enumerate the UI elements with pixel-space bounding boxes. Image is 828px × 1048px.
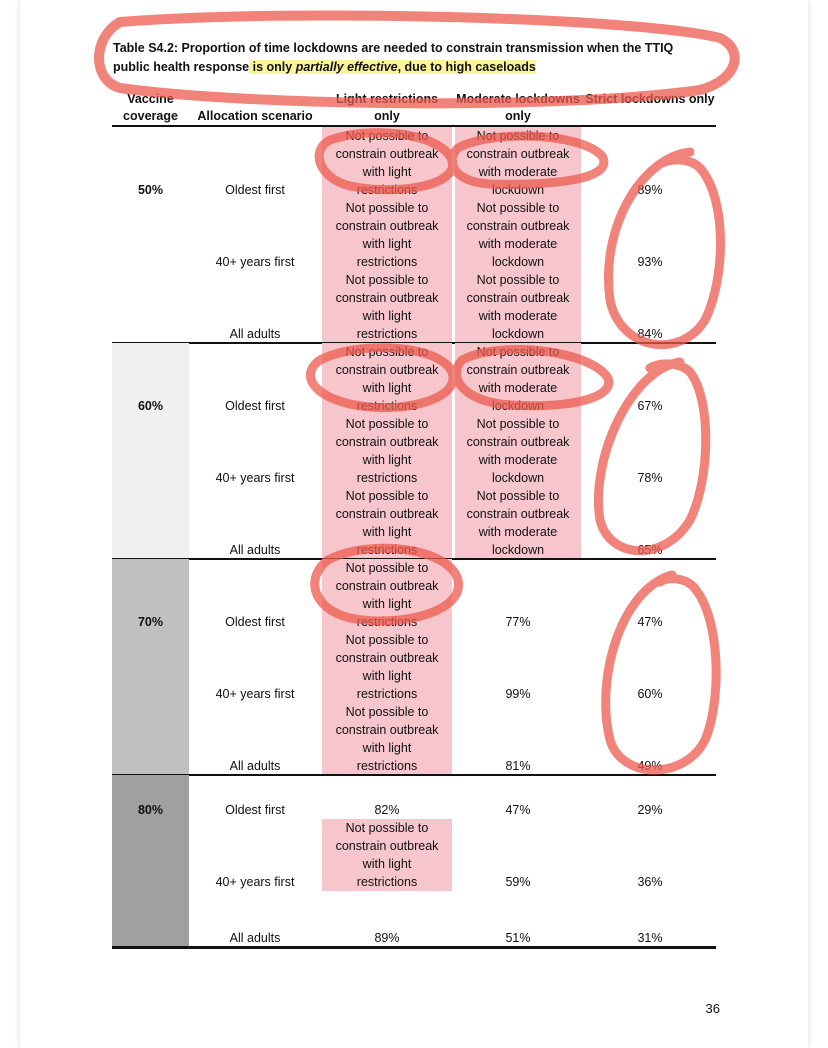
table-rule: [112, 774, 716, 776]
not-possible-text: Not possible to constrain outbreak with light restrictions: [335, 201, 439, 269]
moderate-value: 59%: [505, 875, 531, 889]
moderate-value: 51%: [505, 931, 531, 945]
header-vaccine-coverage: Vaccine coverage: [123, 92, 178, 123]
allocation-label: 40+ years first: [215, 471, 295, 485]
title-part-4: , due to high caseloads: [397, 60, 536, 74]
not-possible-text: Not possible to constrain outbreak with light restrictions: [335, 489, 439, 557]
title-part-3: partially effective: [295, 60, 398, 74]
not-possible-text: Not possible to constrain outbreak with moderate lockdown: [466, 489, 570, 557]
header-strict: Strict lockdowns only: [585, 92, 715, 106]
not-possible-text: Not possible to constrain outbreak with moderate lockdown: [466, 273, 570, 341]
strict-value: 36%: [637, 875, 663, 889]
title-part-2: is only: [249, 60, 296, 74]
not-possible-text: Not possible to constrain outbreak with moderate lockdown: [466, 345, 570, 413]
strict-value: 67%: [637, 399, 663, 413]
not-possible-text: Not possible to constrain outbreak with moderate lockdown: [466, 129, 570, 197]
moderate-value: 47%: [505, 803, 531, 817]
moderate-value: 77%: [505, 615, 531, 629]
not-possible-text: Not possible to constrain outbreak with light restrictions: [335, 345, 439, 413]
allocation-label: Oldest first: [225, 183, 285, 197]
allocation-label: 40+ years first: [215, 255, 295, 269]
coverage-band: [112, 127, 189, 342]
coverage-band: [112, 559, 189, 774]
table-rule: [112, 946, 716, 949]
title-part-1: Table S4.2: Proportion of time lockdowns are needed to constrain transmission when the TTIQ public health response: [113, 41, 674, 74]
not-possible-text: Not possible to constrain outbreak with light restrictions: [335, 821, 439, 889]
coverage-label: 80%: [137, 803, 164, 817]
table-title: [113, 39, 713, 77]
not-possible-text: Not possible to constrain outbreak with moderate lockdown: [466, 201, 570, 269]
coverage-label: 60%: [137, 399, 164, 413]
not-possible-text: Not possible to constrain outbreak with light restrictions: [335, 273, 439, 341]
allocation-label: All adults: [229, 327, 281, 341]
allocation-label: Oldest first: [225, 615, 285, 629]
strict-value: 65%: [637, 543, 663, 557]
allocation-label: Oldest first: [225, 399, 285, 413]
not-possible-text: Not possible to constrain outbreak with light restrictions: [335, 633, 439, 701]
not-possible-text: Not possible to constrain outbreak with moderate lockdown: [466, 417, 570, 485]
page-number: 36: [705, 1001, 720, 1016]
allocation-label: All adults: [229, 543, 281, 557]
title-highlight: [249, 60, 536, 74]
not-possible-text: Not possible to constrain outbreak with light restrictions: [335, 129, 439, 197]
strict-value: 84%: [637, 327, 663, 341]
allocation-label: 40+ years first: [215, 875, 295, 889]
light-value: 89%: [374, 931, 400, 945]
strict-value: 89%: [637, 183, 663, 197]
not-possible-text: Not possible to constrain outbreak with light restrictions: [335, 417, 439, 485]
header-moderate: Moderate lockdowns only: [456, 92, 580, 123]
light-value: 82%: [374, 803, 400, 817]
strict-value: 49%: [637, 759, 663, 773]
header-allocation: Allocation scenario: [197, 109, 313, 123]
header-light: Light restrictions only: [335, 92, 439, 123]
strict-value: 29%: [637, 803, 663, 817]
allocation-label: All adults: [229, 931, 281, 945]
allocation-label: Oldest first: [225, 803, 285, 817]
strict-value: 93%: [637, 255, 663, 269]
strict-value: 31%: [637, 931, 663, 945]
allocation-label: All adults: [229, 759, 281, 773]
strict-value: 60%: [637, 687, 663, 701]
allocation-label: 40+ years first: [215, 687, 295, 701]
coverage-band: [112, 343, 189, 558]
coverage-label: 70%: [137, 615, 164, 629]
strict-value: 47%: [637, 615, 663, 629]
coverage-label: 50%: [137, 183, 164, 197]
moderate-value: 99%: [505, 687, 531, 701]
strict-value: 78%: [637, 471, 663, 485]
moderate-value: 81%: [505, 759, 531, 773]
not-possible-text: Not possible to constrain outbreak with light restrictions: [335, 561, 439, 629]
not-possible-text: Not possible to constrain outbreak with light restrictions: [335, 705, 439, 773]
